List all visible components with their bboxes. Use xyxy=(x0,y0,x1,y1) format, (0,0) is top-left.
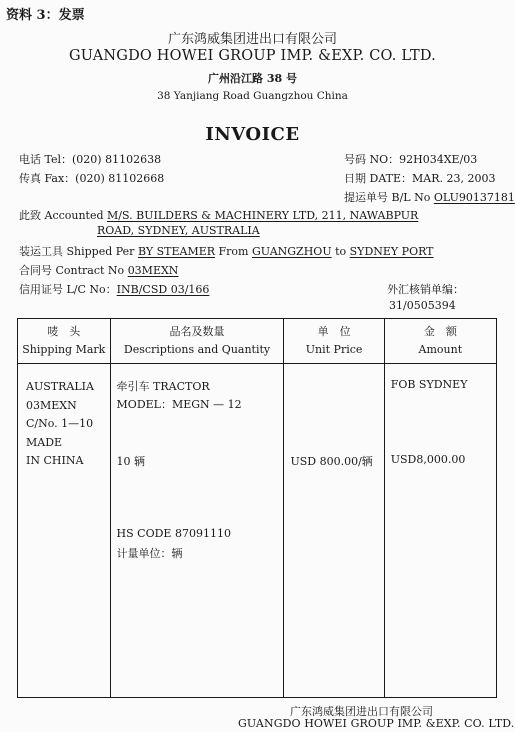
header-unit-price xyxy=(284,319,384,364)
bl-value: OLU90137181 xyxy=(433,191,515,204)
lc-label: 信用证号 L/C No： xyxy=(19,283,117,296)
header-en: Descriptions and Quantity xyxy=(123,343,271,356)
fax-value: (020) 81102668 xyxy=(75,172,165,185)
company-address-en: 38 Yanjiang Road Guangzhou China xyxy=(157,90,348,102)
price-terms: FOB SYDNEY xyxy=(390,378,468,391)
product-name: 牵引车 TRACTOR xyxy=(116,380,210,393)
contract-value: 03MEXN xyxy=(127,264,179,277)
tel-line xyxy=(19,151,161,167)
contract-line xyxy=(19,262,178,278)
invoice-number-line xyxy=(344,151,477,167)
company-name-cn: 广东鸿威集团进出口有限公司 xyxy=(167,32,337,47)
header-amount xyxy=(384,319,496,364)
unit-price-cell xyxy=(284,364,384,698)
lc-line xyxy=(19,281,209,297)
fax-line xyxy=(19,170,164,186)
date-line xyxy=(344,170,496,186)
table-row xyxy=(18,364,497,698)
invoice-items-table xyxy=(17,318,497,698)
amount-value: USD8,000.00 xyxy=(390,453,466,466)
company-name-en: GUANGDO HOWEI GROUP IMP. &EXP. CO. LTD. xyxy=(68,48,436,64)
header-descriptions xyxy=(110,319,284,364)
fx-label: 外汇核销单编： xyxy=(387,283,464,296)
document-label: 资料 3：发票 xyxy=(6,8,85,23)
tel-label: 电话 Tel： xyxy=(19,153,73,166)
date-label: 日期 DATE： xyxy=(344,172,413,185)
accounted-value-1: M/S. BUILDERS & MACHINERY LTD, 211, NAWABPUR xyxy=(107,209,419,222)
accounted-line xyxy=(19,207,418,223)
shipped-line xyxy=(19,243,434,259)
header-cn: 金 额 xyxy=(423,325,457,338)
footer-company-en: GUANGDO HOWEI GROUP IMP. &EXP. CO. LTD. xyxy=(238,717,515,730)
bl-label: 提运单号 B/L No xyxy=(344,191,431,204)
shipping-mark-line: AUSTRALIA xyxy=(26,380,94,393)
shipping-mark-line: MADE xyxy=(26,435,63,449)
hs-code: HS CODE 87091110 xyxy=(116,527,231,540)
product-quantity: 10 辆 xyxy=(116,455,146,468)
invoice-number-label: 号码 NO： xyxy=(344,153,400,166)
header-cn: 唛 头 xyxy=(47,325,81,338)
shipping-mark-line: C/No. 1—10 xyxy=(26,417,94,430)
accounted-line-2 xyxy=(97,224,260,237)
lc-value: INB/CSD 03/166 xyxy=(116,283,210,296)
from-label: From xyxy=(218,245,249,258)
tel-value: (020) 81102638 xyxy=(72,153,162,166)
fax-label: 传真 Fax： xyxy=(19,172,76,185)
unit-of-measure: 计量单位：辆 xyxy=(116,547,183,560)
header-en: Shipping Mark xyxy=(22,343,106,356)
shipped-label: 装运工具 Shipped Per xyxy=(19,245,135,258)
invoice-title: INVOICE xyxy=(205,124,300,145)
invoice-number-value: 92H034XE/03 xyxy=(399,153,478,166)
accounted-label: 此致 Accounted xyxy=(19,209,104,222)
header-cn: 单 位 xyxy=(317,325,351,338)
shipped-value: BY STEAMER xyxy=(137,245,216,258)
accounted-value-2: ROAD, SYDNEY, AUSTRALIA xyxy=(97,224,260,237)
table-header-row xyxy=(18,319,497,364)
shipping-mark-line: IN CHINA xyxy=(26,454,84,467)
description-cell xyxy=(110,364,284,698)
shipping-mark-line: 03MEXN xyxy=(26,398,77,412)
product-model: MODEL：MEGN — 12 xyxy=(116,398,242,411)
date-value: MAR. 23, 2003 xyxy=(412,172,496,185)
amount-cell xyxy=(384,364,496,698)
bl-line xyxy=(344,189,515,205)
to-label: to xyxy=(335,245,347,258)
to-value: SYDNEY PORT xyxy=(349,245,434,258)
header-cn: 品名及数量 xyxy=(169,325,225,338)
from-value: GUANGZHOU xyxy=(251,245,332,258)
header-shipping-mark xyxy=(18,319,111,364)
contract-label: 合同号 Contract No xyxy=(19,264,125,277)
unit-price: USD 800.00/辆 xyxy=(290,455,373,468)
shipping-mark-cell xyxy=(18,364,111,698)
footer-company-cn: 广东鸿威集团进出口有限公司 xyxy=(290,705,433,718)
company-address-cn: 广州沿江路 38 号 xyxy=(208,72,297,85)
header-en: Amount xyxy=(418,343,463,356)
header-en: Unit Price xyxy=(305,343,363,356)
fx-value: 31/0505394 xyxy=(389,299,456,312)
